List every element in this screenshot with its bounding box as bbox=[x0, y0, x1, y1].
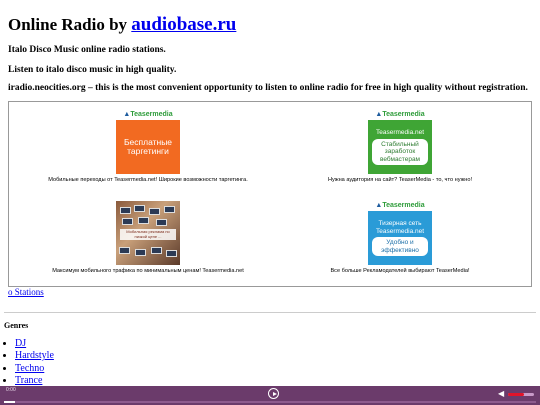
ad-tile bbox=[368, 211, 432, 265]
ad-banner[interactable] bbox=[116, 201, 180, 265]
ad-banner[interactable] bbox=[368, 110, 432, 174]
ad-tile: Бесплатные таргетинги bbox=[116, 120, 180, 174]
list-item bbox=[15, 350, 54, 362]
audio-player bbox=[0, 386, 540, 405]
page-title bbox=[8, 14, 236, 36]
progress-bar[interactable] bbox=[4, 401, 536, 403]
teasermedia-logo: ▲Teasermedia bbox=[375, 111, 425, 118]
ad-caption[interactable]: Мобильные переходы от Teasermedia.net! Широкие возможности таргетинга. bbox=[48, 177, 248, 183]
ad-tile-text: Стабильный заработок вебмастерам bbox=[372, 139, 428, 166]
ad-tile bbox=[368, 120, 432, 174]
list-item bbox=[15, 338, 54, 350]
volume-slider[interactable] bbox=[508, 393, 534, 396]
genre-link-trance[interactable]: Trance bbox=[15, 374, 43, 386]
intro-paragraph-1: Italo Disco Music online radio stations. bbox=[8, 45, 166, 55]
time-display: 0:00 bbox=[6, 387, 16, 393]
ad-tile-head: Тизерная сеть Teasermedia.net bbox=[375, 220, 425, 235]
play-icon[interactable] bbox=[268, 388, 279, 399]
genres-title: Genres bbox=[4, 321, 29, 330]
ad-photo bbox=[116, 201, 180, 265]
ad-photo-text: Мобильная реклама по низкой цене ... bbox=[120, 229, 176, 240]
teasermedia-logo: ▲Teasermedia bbox=[375, 202, 425, 209]
list-item bbox=[15, 363, 54, 375]
progress-fill bbox=[4, 401, 15, 403]
ad-item[interactable] bbox=[23, 201, 273, 274]
ad-item[interactable] bbox=[275, 201, 525, 274]
page-title-prefix: Online Radio by bbox=[8, 15, 132, 34]
volume-level bbox=[508, 393, 524, 396]
divider bbox=[4, 312, 536, 313]
ad-banner[interactable] bbox=[368, 201, 432, 265]
volume-icon[interactable]: ◀ bbox=[498, 389, 505, 398]
ad-caption[interactable]: Все больше Рекламодателей выбирают TeaserMedia! bbox=[330, 268, 470, 274]
stations-link[interactable]: o Stations bbox=[8, 287, 44, 297]
ad-item[interactable] bbox=[275, 110, 525, 183]
genre-link-dj[interactable]: DJ bbox=[15, 338, 27, 349]
ad-banner[interactable] bbox=[116, 110, 180, 174]
ad-caption[interactable]: Нужна аудитория на сайт? TeaserMedia - то, что нужно! bbox=[327, 177, 473, 183]
ad-caption[interactable]: Максимум мобильного трафика по минимальным ценам! Teasermedia.net bbox=[52, 268, 244, 274]
intro-paragraph-3: iradio.neocities.org – this is the most convenient opportunity to listen to online radio for free in high quality without registration. bbox=[8, 83, 528, 93]
ad-block bbox=[8, 101, 532, 287]
intro-paragraph-2: Listen to italo disco music in high quality. bbox=[8, 65, 177, 75]
site-link[interactable]: audiobase.ru bbox=[131, 14, 237, 35]
genre-link-techno[interactable]: Techno bbox=[15, 362, 45, 374]
ad-tile-text: Удобно и эффективно bbox=[372, 237, 428, 256]
genre-link-hardstyle[interactable]: Hardstyle bbox=[15, 350, 54, 362]
ad-item[interactable] bbox=[23, 110, 273, 183]
teasermedia-logo: ▲Teasermedia bbox=[123, 111, 173, 118]
genres-list bbox=[0, 338, 54, 387]
ad-tile-head: Teasermedia.net bbox=[375, 129, 425, 136]
